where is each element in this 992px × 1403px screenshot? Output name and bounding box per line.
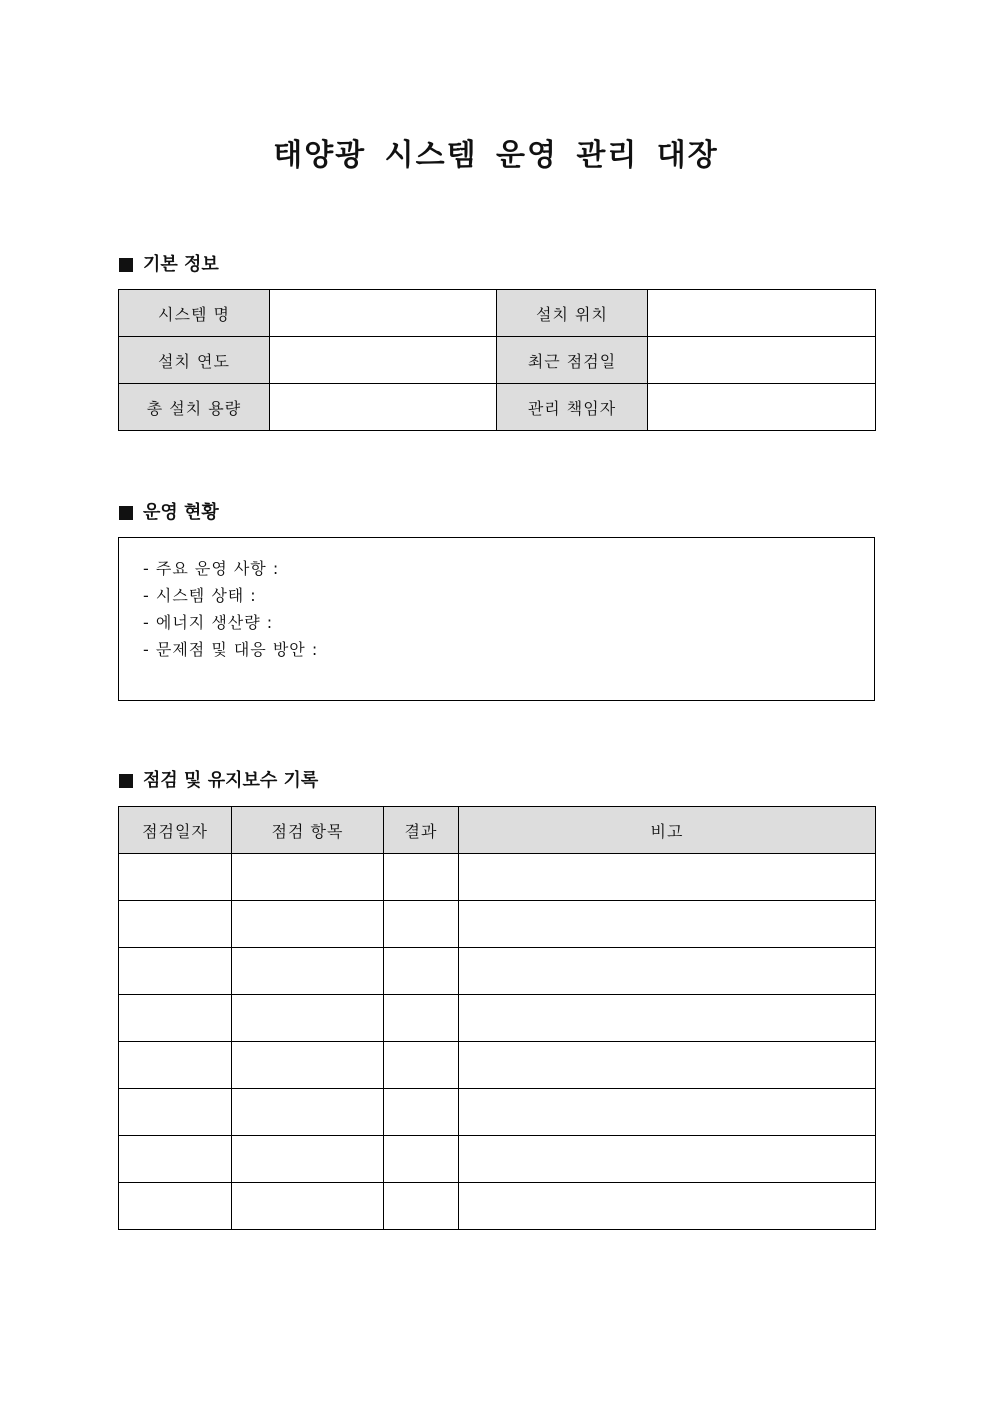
- cell-result[interactable]: [384, 1183, 459, 1230]
- cell-remarks[interactable]: [459, 995, 876, 1042]
- cell-date[interactable]: [119, 1042, 232, 1089]
- label-install-location: 설치 위치: [497, 290, 648, 337]
- cell-remarks[interactable]: [459, 901, 876, 948]
- section-heading-label: 운영 현황: [143, 502, 219, 523]
- black-square-icon: [119, 506, 133, 520]
- page-title: 태양광 시스템 운영 관리 대장: [273, 138, 719, 173]
- cell-result[interactable]: [384, 995, 459, 1042]
- section-heading-basic-info: [119, 253, 219, 277]
- value-total-capacity[interactable]: [270, 384, 497, 431]
- operation-status-list: [119, 538, 874, 663]
- table-row: [119, 948, 876, 995]
- cell-date[interactable]: [119, 948, 232, 995]
- label-manager: 관리 책임자: [497, 384, 648, 431]
- cell-remarks[interactable]: [459, 1042, 876, 1089]
- cell-remarks[interactable]: [459, 854, 876, 901]
- table-row: [119, 901, 876, 948]
- black-square-icon: [119, 258, 133, 272]
- column-header-result: 결과: [384, 807, 459, 854]
- cell-item[interactable]: [232, 1089, 384, 1136]
- cell-remarks[interactable]: [459, 1089, 876, 1136]
- cell-result[interactable]: [384, 1089, 459, 1136]
- table-row: [119, 854, 876, 901]
- maintenance-log-table: [118, 806, 876, 1230]
- value-last-inspection[interactable]: [648, 337, 876, 384]
- table-row: [119, 337, 876, 384]
- cell-item[interactable]: [232, 995, 384, 1042]
- label-install-year: 설치 연도: [119, 337, 270, 384]
- table-row: [119, 1042, 876, 1089]
- cell-item[interactable]: [232, 1183, 384, 1230]
- table-row: [119, 995, 876, 1042]
- label-last-inspection: 최근 점검일: [497, 337, 648, 384]
- section-heading-operation-status: [119, 501, 219, 525]
- section-heading-maintenance-log: [119, 769, 318, 793]
- value-install-location[interactable]: [648, 290, 876, 337]
- cell-date[interactable]: [119, 995, 232, 1042]
- operation-status-box[interactable]: [118, 537, 875, 701]
- list-item: - 문제점 및 대응 방안 :: [143, 640, 319, 659]
- value-install-year[interactable]: [270, 337, 497, 384]
- black-square-icon: [119, 774, 133, 788]
- table-row: [119, 1089, 876, 1136]
- column-header-date: 점검일자: [119, 807, 232, 854]
- label-system-name: 시스템 명: [119, 290, 270, 337]
- section-heading-label: 기본 정보: [143, 254, 219, 275]
- cell-date[interactable]: [119, 1183, 232, 1230]
- cell-remarks[interactable]: [459, 1136, 876, 1183]
- cell-remarks[interactable]: [459, 948, 876, 995]
- table-row: [119, 1183, 876, 1230]
- label-total-capacity: 총 설치 용량: [119, 384, 270, 431]
- cell-result[interactable]: [384, 948, 459, 995]
- list-item: - 시스템 상태 :: [143, 586, 257, 605]
- cell-remarks[interactable]: [459, 1183, 876, 1230]
- cell-item[interactable]: [232, 948, 384, 995]
- table-row: [119, 1136, 876, 1183]
- value-manager[interactable]: [648, 384, 876, 431]
- list-item: - 주요 운영 사항 :: [143, 559, 280, 578]
- cell-item[interactable]: [232, 1042, 384, 1089]
- table-header-row: [119, 807, 876, 854]
- cell-result[interactable]: [384, 1136, 459, 1183]
- table-row: [119, 384, 876, 431]
- cell-result[interactable]: [384, 854, 459, 901]
- cell-item[interactable]: [232, 1136, 384, 1183]
- cell-result[interactable]: [384, 1042, 459, 1089]
- cell-item[interactable]: [232, 854, 384, 901]
- table-row: [119, 290, 876, 337]
- cell-date[interactable]: [119, 901, 232, 948]
- cell-date[interactable]: [119, 1136, 232, 1183]
- cell-date[interactable]: [119, 1089, 232, 1136]
- section-heading-label: 점검 및 유지보수 기록: [143, 770, 319, 791]
- basic-info-table: [118, 289, 876, 431]
- cell-result[interactable]: [384, 901, 459, 948]
- list-item: - 에너지 생산량 :: [143, 613, 274, 632]
- column-header-item: 점검 항목: [232, 807, 384, 854]
- value-system-name[interactable]: [270, 290, 497, 337]
- column-header-remarks: 비고: [459, 807, 876, 854]
- cell-item[interactable]: [232, 901, 384, 948]
- cell-date[interactable]: [119, 854, 232, 901]
